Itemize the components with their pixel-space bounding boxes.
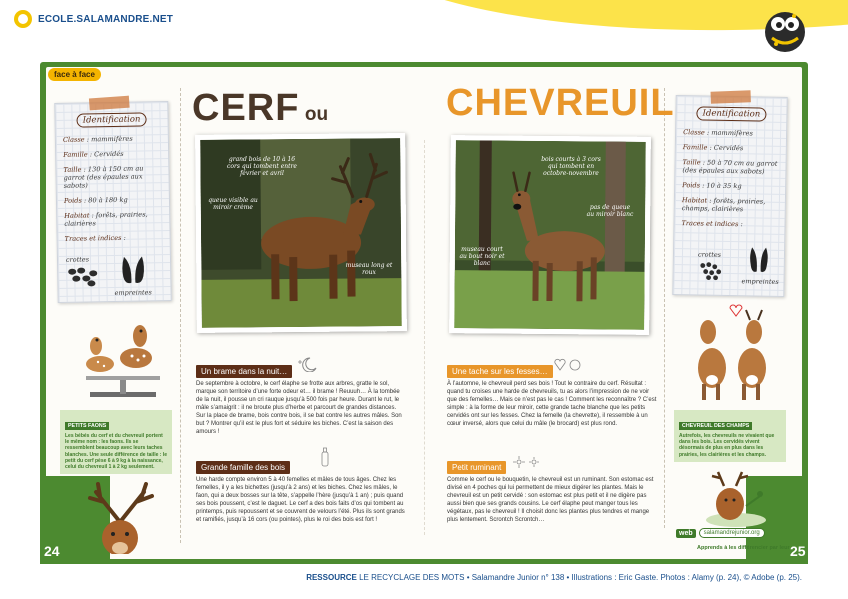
caption-chev-queue: pas de queue au miroir blanc [586, 204, 634, 218]
bottle-icon [320, 446, 330, 468]
flowers-icon [512, 455, 542, 469]
card-row-traces: Traces et indices : [64, 233, 126, 243]
sidebox-title: CHEVREUIL DES CHAMPS [679, 422, 752, 430]
column-divider [180, 88, 181, 543]
web-badge: web [676, 529, 696, 538]
sidebox-title: PETITS FAONS [65, 422, 109, 430]
card-row-poids: Poids : 10 à 35 kg [682, 181, 742, 191]
card-row-traces: Traces et indices : [681, 219, 743, 229]
deer-eating-illustration [700, 466, 770, 528]
card-row-taille: Taille : 50 à 70 cm au garrot (des épaules aux sabots) [682, 158, 778, 176]
credit-text: LE RECYCLAGE DES MOTS • Salamandre Junior n° 138 • Illustrations : Eric Gaste. Photos : Alamy (p. 24), © Adobe (p. 25). [359, 573, 802, 582]
title-cerf: CERF ou [192, 87, 329, 129]
droppings-icon [698, 260, 726, 280]
salamandre-logo-icon [14, 10, 32, 28]
column-divider [664, 88, 665, 528]
rubric-tag: face à face [48, 68, 101, 81]
crottes-label: crottes [697, 250, 722, 259]
hoofprint-icon [120, 254, 147, 286]
card-row-classe: Classe : mammifères [62, 134, 133, 144]
card-row-famille: Famille : Cervidés [682, 143, 744, 153]
section-text-harde: Une harde compte environ 5 à 40 femelles et mâles de tous âges. Chez les femelles, il y a les bichettes (jusqu’à 2 ans) et les biches. Chez les mâles, le faon, qui a deux bosses sur la tête, s’appelle l’hère (jusqu’à 1 an) ; puis quand ses bois poussent, c’est le daguet. Le cerf a des bois faits d’os qui tombent au printemps, puis repoussent et se couvrent de velours l’été. Plus ils sont grands et ramifiés, jusqu’à 16 cors (ou pointes), plus le roi des bois est fort ! [196, 477, 405, 523]
section-text-tache: À l’automne, le chevreuil perd ses bois ! Tout le contraire du cerf. Résultat : quand tu croises une harde de chevreuils, tu as alors l’impression de ne voir que des femelles… Mais ce n’est pas le cas ! Comment les reconnaître ? C’est simple : à la forme de leur miroir, cette grande tache blanche que les petits cervidés ont sur les fesses. Chez la femelle (la chevrette), il ressemble à un cœur inversé, alors que celui du mâle (le brocard) est plus rond. [447, 381, 657, 427]
moon-stars-icon [296, 356, 322, 372]
caption-chev-museau: museau court au bout noir et blanc [459, 246, 505, 267]
sidebox-text: Autrefois, les chevreuils ne vivaient que dans les bois. Les cervidés vivent désormais de plus en plus dans les prairies, les clairières et les champs. [679, 433, 775, 458]
caption-chev-bois: bois courts à 3 cors qui tombent en octobre-novembre [541, 156, 601, 177]
empreintes-label: empreintes [114, 288, 152, 297]
section-title-brame: Un brame dans la nuit… [196, 365, 292, 378]
card-row-famille: Famille : Cervidés [63, 149, 124, 159]
card-row-poids: Poids : 80 à 180 kg [63, 195, 128, 205]
site-logo[interactable] [14, 10, 173, 28]
stag-cartoon-illustration [60, 482, 180, 554]
sidebox-petits-faons [60, 410, 172, 474]
card-row-habitat: Habitat : forêts, prairies, clairières [64, 210, 148, 228]
crottes-label: crottes [65, 255, 90, 264]
site-logo-text: ECOLE.SALAMANDRE.NET [38, 13, 174, 25]
section-title-ruminant: Petit ruminant [447, 461, 506, 474]
faons-balance-illustration [80, 312, 166, 408]
caption-cerf-museau: museau long et roux [345, 262, 393, 276]
title-chevreuil: CHEVREUIL [446, 82, 692, 125]
caption-cerf-bois: grand bois de 10 à 16 cors qui tombent entre février et avril [227, 156, 297, 177]
section-text-ruminant: Comme le cerf ou le bouquetin, le chevreuil est un ruminant. Son estomac est divisé en 4 poches qui lui permettent de mieux digérer les plantes. Mais le chevreuil est un petit cervidé : son estomac est plus petit et il ne digère pas aussi bien que ses grands cousins. Le cerf élaphe peut manger tous les végétaux, pas le chevreuil ! Il choisit donc les plantes plus tendres et mange plus lentement. Scrontch Scrontch… [447, 477, 654, 523]
credit-ressource: RESSOURCE [306, 573, 357, 582]
identification-card-chevreuil [672, 95, 787, 297]
section-title-harde: Grande famille des bois [196, 461, 290, 474]
droppings-icon [66, 265, 100, 288]
center-divider [424, 140, 425, 535]
card-title: Identification [76, 112, 146, 127]
card-title: Identification [696, 106, 766, 121]
title-ou: ou [304, 104, 329, 125]
card-row-habitat: Habitat : forêts, prairies, champs, clairières [681, 196, 766, 214]
identification-card-cerf [54, 101, 171, 303]
page-number-right: 25 [790, 543, 806, 559]
section-text-brame: De septembre à octobre, le cerf élaphe se frotte aux arbres, gratte le sol, marque son territoire d’une forte odeur et… il brame ! Reuuuh… À la tombée de la nuit, il pousse un cri rauque jusqu’à 500 fois par heure. Durant le rut, le mâle s’amaigrit : il ne broute plus d’herbe et parcourt de grandes distances. Sur la place de brame, bois contre bois, il se bat contre les autres mâles. Son but ? Montrer qu’il est le plus fort et séduire les biches. C’est la saison des amours ! [196, 381, 402, 435]
tape-decoration [711, 90, 751, 103]
tape-decoration [89, 96, 130, 111]
sidebox-chevreuil-champs [674, 410, 786, 462]
caption-cerf-queue: queue visible au miroir crème [208, 197, 258, 211]
credit-line [306, 573, 802, 582]
card-row-taille: Taille : 130 à 150 cm au garrot (des épaules aux sabots) [63, 164, 144, 190]
page-number-left: 24 [44, 543, 60, 559]
card-row-classe: Classe : mammifères [683, 128, 753, 138]
sidebox-text: Les bébés du cerf et du chevreuil portent le même nom : les faons. Ils se ressemblent beaucoup avec leurs taches blanches. Une seule différence de taille : le petit du cerf pèse 6 à 9 kg à la naissance, celui du chevreuil 1 à 2 kg seulement. [65, 433, 167, 471]
section-title-tache: Une tache sur les fesses… [447, 365, 553, 378]
web-tagline: Apprends à les différencier par leur… [697, 545, 796, 551]
heart-circle-icon [554, 358, 582, 372]
hoofprint-icon [748, 245, 771, 275]
empreintes-label: empreintes [741, 277, 779, 286]
chevreuils-couple-illustration [688, 302, 778, 402]
web-url-link[interactable]: salamandrejunior.org [699, 528, 765, 538]
salamander-mascot-icon [762, 8, 808, 54]
web-link[interactable] [676, 528, 765, 538]
